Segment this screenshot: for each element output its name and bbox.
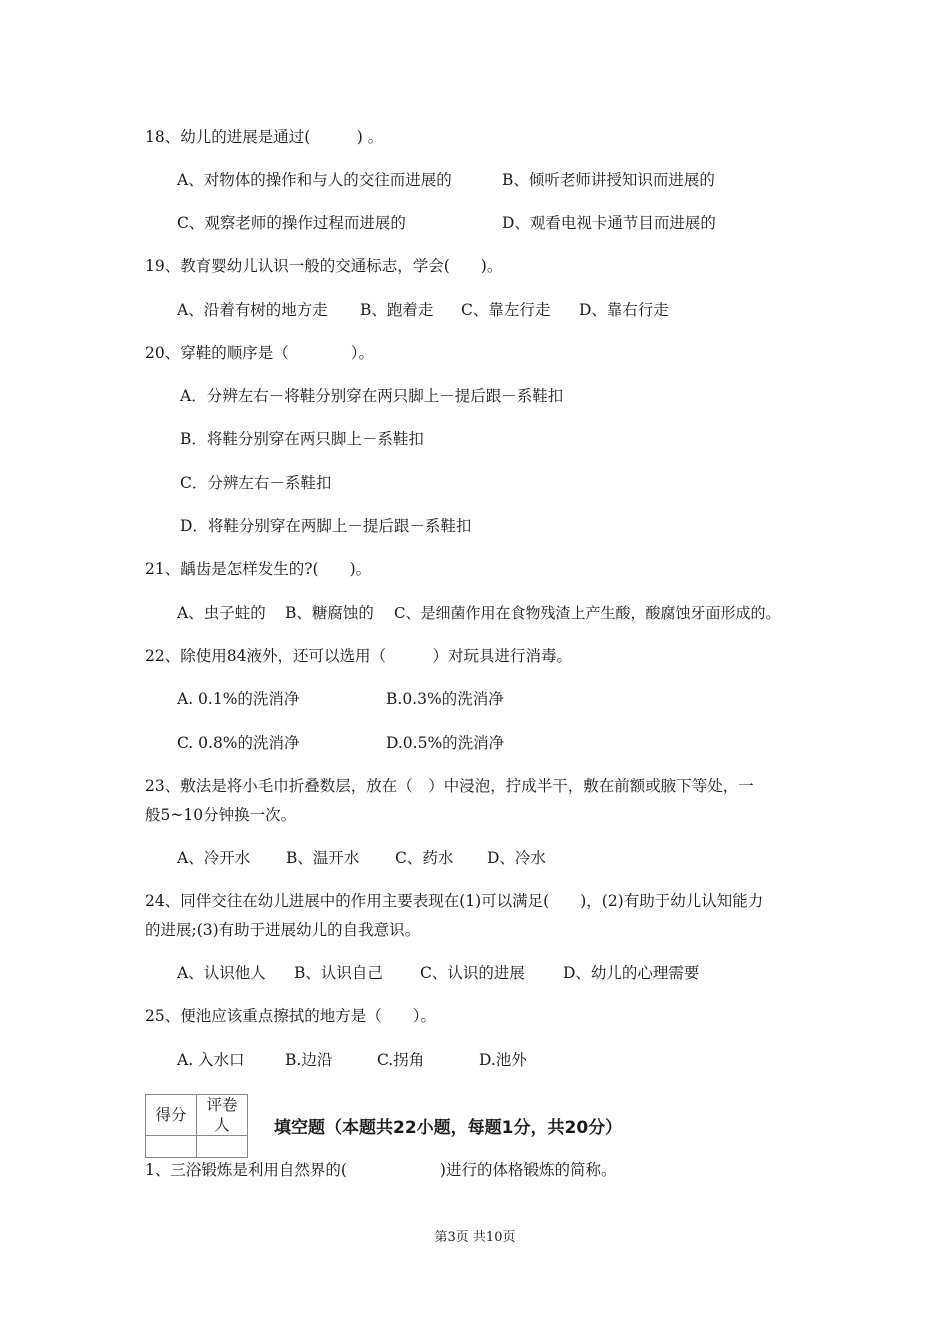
question-25-option-b: B.边沿	[285, 1051, 333, 1069]
question-21-stem: 21、龋齿是怎样发生的?( )。	[145, 560, 372, 578]
question-19-stem: 19、教育婴幼儿认识一般的交通标志，学会( )。	[145, 257, 503, 275]
question-23-option-c: C、药水	[395, 849, 454, 867]
question-20-stem: 20、穿鞋的顺序是（ ）。	[145, 344, 374, 362]
question-18-stem: 18、幼儿的进展是通过( ) 。	[145, 128, 384, 146]
question-25-option-a: A. 入水口	[177, 1051, 245, 1069]
question-22-option-b: B.0.3%的洗消净	[386, 690, 504, 708]
question-19-option-a: A、沿着有树的地方走	[177, 301, 328, 319]
question-23-stem: 23、敷法是将小毛巾折叠数层，放在（ ）中浸泡，拧成半干，敷在前额或腋下等处，一	[145, 777, 754, 795]
question-21-option-b: B、糖腐蚀的	[285, 604, 374, 622]
question-25-option-c: C.拐角	[377, 1051, 425, 1069]
question-19-option-c: C、靠左行走	[461, 301, 551, 319]
question-25-stem: 25、便池应该重点擦拭的地方是（ ）。	[145, 1007, 436, 1025]
question-25-option-d: D.池外	[479, 1051, 527, 1069]
page-number: 第3页 共10页	[434, 1230, 516, 1245]
question-19-option-b: B、跑着走	[360, 301, 434, 319]
question-23-option-a: A、冷开水	[177, 849, 251, 867]
question-18-option-b: B、倾听老师讲授知识而进展的	[502, 171, 715, 189]
question-19-option-d: D、靠右行走	[579, 301, 669, 319]
question-24-option-d: D、幼儿的心理需要	[563, 964, 700, 982]
fill-question-1: 1、三浴锻炼是利用自然界的( )进行的体格锻炼的简称。	[145, 1161, 617, 1179]
question-21-option-c: C、是细菌作用在食物残渣上产生酸，酸腐蚀牙面形成的。	[394, 604, 781, 622]
score-table	[145, 1094, 248, 1158]
question-24-option-b: B、认识自己	[294, 964, 383, 982]
section-title: 填空题（本题共22小题，每题1分，共20分）	[274, 1118, 623, 1138]
question-20-option-a: A．分辨左右－将鞋分别穿在两只脚上－提后跟－系鞋扣	[180, 387, 564, 405]
grader-cell[interactable]	[197, 1136, 248, 1158]
question-18-option-a: A、对物体的操作和与人的交往而进展的	[177, 171, 452, 189]
question-20-option-c: C．分辨左右－系鞋扣	[180, 474, 332, 492]
question-18-option-c: C、观察老师的操作过程而进展的	[177, 214, 406, 232]
question-20-option-d: D．将鞋分别穿在两脚上－提后跟－系鞋扣	[180, 517, 472, 535]
score-header: 得分	[146, 1095, 197, 1136]
score-cell[interactable]	[146, 1136, 197, 1158]
question-21-option-a: A、虫子蛀的	[177, 604, 266, 622]
question-24-option-a: A、认识他人	[177, 964, 266, 982]
question-22-option-c: C. 0.8%的洗消净	[177, 734, 300, 752]
question-24-stem: 24、同伴交往在幼儿进展中的作用主要表现在(1)可以满足( )，(2)有助于幼儿认知能力	[145, 892, 764, 910]
question-23-stem-continued: 般5~10分钟换一次。	[145, 806, 297, 824]
question-23-option-b: B、温开水	[286, 849, 360, 867]
question-22-stem: 22、除使用84液外，还可以选用（ ）对玩具进行消毒。	[145, 647, 572, 665]
question-20-option-b: B．将鞋分别穿在两只脚上－系鞋扣	[180, 430, 424, 448]
question-24-option-c: C、认识的进展	[420, 964, 525, 982]
question-24-stem-continued: 的进展;(3)有助于进展幼儿的自我意识。	[145, 921, 421, 939]
question-22-option-d: D.0.5%的洗消净	[386, 734, 505, 752]
question-18-option-d: D、观看电视卡通节目而进展的	[502, 214, 716, 232]
question-23-option-d: D、冷水	[487, 849, 546, 867]
question-22-option-a: A. 0.1%的洗消净	[177, 690, 300, 708]
grader-header: 评卷人	[197, 1095, 248, 1136]
